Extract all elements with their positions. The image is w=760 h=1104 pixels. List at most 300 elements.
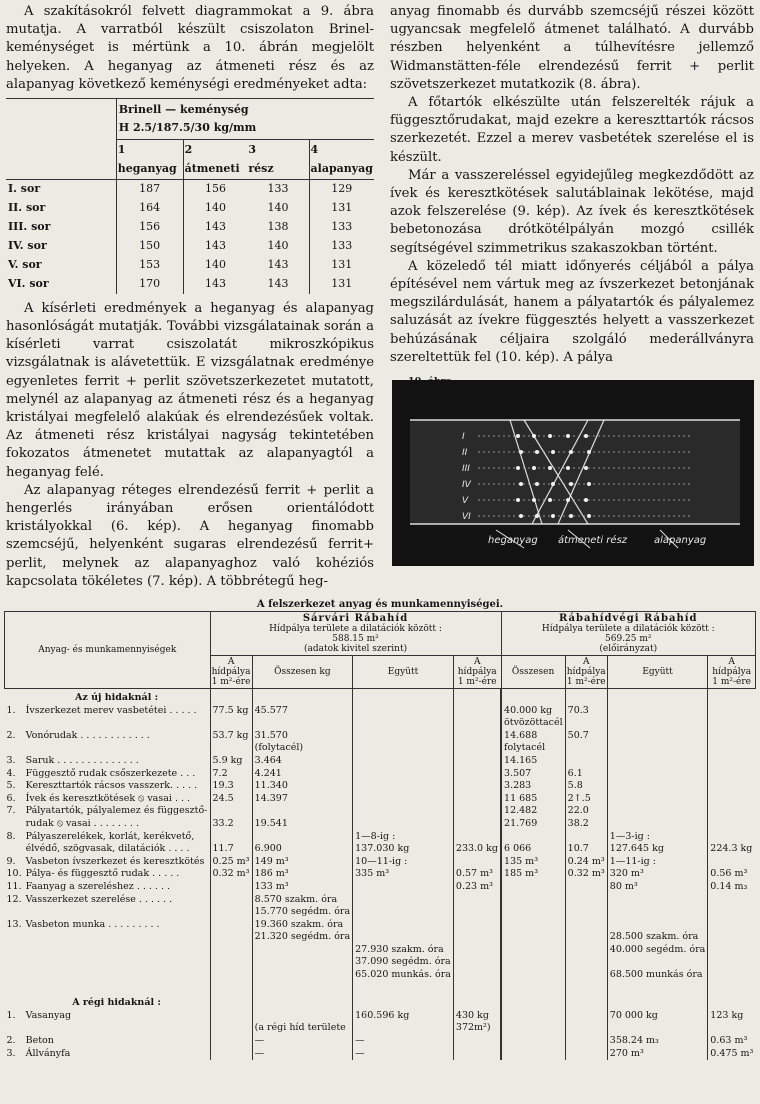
paragraph: A közeledő tél miatt időnyerés céljából a pálya építésével nem vártuk meg az ívszerkezet betonjának megszilárdulását, hanem a pályatartók és pályalemez saluzását az ívekre függesztés helyett a vasszerkezet behúzásának céljaira szolgáló mederállványra szereltettük fel (10. kép). A pálya	[390, 258, 754, 365]
section-heading: A régi hidaknál :	[72, 997, 161, 1009]
table-row	[5, 1048, 756, 1061]
table-cell: 0.63 m³	[708, 1035, 756, 1048]
table-cell	[453, 780, 501, 793]
table-row	[5, 843, 756, 856]
table-cell	[708, 894, 756, 907]
table-cell	[607, 956, 708, 969]
table-cell: 28.500 szakm. óra	[607, 931, 708, 944]
row-label	[24, 931, 210, 944]
row-label: Faanyag a szereléshez . . . . . .	[25, 880, 171, 892]
sarvari-name: Sárvári Rábahíd	[302, 613, 409, 624]
hardness-point	[548, 466, 552, 470]
hardness-point	[587, 514, 591, 518]
hardness-point	[584, 466, 588, 470]
table-cell	[565, 969, 607, 982]
table-cell: (folytacél)	[252, 742, 353, 755]
table-cell	[453, 856, 501, 869]
table-cell: ötvözöttacél	[501, 717, 565, 730]
paragraph: A főtartók elkészülte után felszerelték rájuk a függesztőrudakat, majd ezekre a kereszttartók rácsos szerkezetét. Ezzel a merev vasbetétek szerelése el is készült.	[390, 95, 754, 165]
table-cell: —	[353, 1035, 454, 1048]
table-row	[5, 1035, 756, 1048]
paragraph: A kísérleti eredmények a heganyag és alapanyag hasonlóságát mutatják. További vizsgálatainak során a kísérleti varrat csiszolatát mikroszkópikus vizsgálatnak is alávetettük. E vizsgálatnak eredménye egyenletes ferrit + perlit szövetszerkezetet mutatott, melynél az alapanyag az átmeneti rész és a heganyag kristályai megfelelő alakúak és elrendezésűek voltak. Az átmeneti rész kristályai nagyság tekintetében fokozatos átmenetet mutattak az alapanyagtól a heganyag felé.	[6, 300, 374, 480]
table-cell	[353, 881, 454, 894]
table-row	[5, 730, 756, 743]
row-number: 3.	[6, 754, 16, 766]
table-cell	[708, 742, 756, 755]
row-marker-label: VI	[462, 512, 471, 522]
table-cell	[708, 906, 756, 919]
table-cell	[708, 969, 756, 982]
row-label: Állványfa	[25, 1047, 71, 1059]
rabahidvegi-sub3: (előirányzat)	[599, 644, 658, 654]
subcol-header: A hídpálya 1 m²-ére	[453, 656, 501, 689]
hardness-point	[548, 434, 552, 438]
row-label	[24, 906, 210, 919]
table-cell	[708, 831, 756, 844]
row-label: Vasbeton munka . . . . . . . . .	[25, 918, 160, 930]
table-cell: 123 kg	[708, 1010, 756, 1023]
table-cell: 6.1	[565, 768, 607, 781]
table-cell	[453, 969, 501, 982]
table-cell	[353, 906, 454, 919]
table-cell: 270 m³	[607, 1048, 708, 1061]
col-num: 3	[248, 143, 257, 157]
row-label: IV. sor	[8, 239, 47, 253]
row-marker-label: IV	[462, 480, 471, 490]
table-cell: 27.930 szakm. óra	[353, 944, 454, 957]
row-number	[5, 742, 24, 755]
table-cell: 140	[183, 199, 247, 218]
table-cell	[210, 881, 252, 894]
table-cell: 33.2	[210, 818, 252, 831]
table-cell	[708, 1022, 756, 1035]
row-number	[5, 818, 24, 831]
rabahidvegi-sub1: Hídpálya területe a dilatációk között :	[541, 624, 715, 634]
table-cell: 5.9 kg	[210, 755, 252, 768]
table-cell: 133	[309, 218, 374, 237]
table-cell	[708, 956, 756, 969]
table-cell: 3.507	[501, 768, 565, 781]
row-label: élvédő, szögvasak, dilatációk . . . .	[25, 843, 190, 855]
table-row	[6, 199, 374, 218]
table-cell	[252, 831, 353, 844]
table-cell	[353, 768, 454, 781]
table-cell: 150	[116, 237, 183, 256]
hardness-point	[587, 482, 591, 486]
table-cell: 1—11-ig :	[607, 856, 708, 869]
hardness-point	[532, 498, 536, 502]
table-row	[6, 275, 374, 294]
col-num: 1	[117, 143, 126, 157]
hardness-table	[6, 98, 374, 294]
row-number: 7.	[6, 805, 16, 817]
row-number	[5, 843, 24, 856]
table-cell: 133	[309, 237, 374, 256]
row-label: Vasanyag	[25, 1009, 72, 1021]
row-number: 2.	[6, 1035, 16, 1047]
table-cell: 0.475 m³	[708, 1048, 756, 1061]
table-cell	[607, 705, 708, 718]
label-weld: heganyag	[488, 535, 538, 546]
table-cell: 0.14 m₃	[708, 881, 756, 894]
hardness-point	[519, 450, 523, 454]
table-row	[5, 742, 756, 755]
table-cell	[607, 717, 708, 730]
table-cell	[453, 1035, 501, 1048]
table-cell: —	[353, 1048, 454, 1061]
table-cell	[210, 1010, 252, 1023]
subcol-header: Összesen	[501, 656, 565, 689]
table-cell	[453, 906, 501, 919]
weld-hardness-figure	[392, 380, 754, 566]
table-cell: 0.57 m³	[453, 868, 501, 881]
table-cell	[453, 705, 501, 718]
table-cell: 131	[309, 256, 374, 275]
table-cell: 11.340	[252, 780, 353, 793]
table-row	[5, 881, 756, 894]
table-cell	[353, 755, 454, 768]
table-cell: 143	[183, 275, 247, 294]
row-label: V. sor	[8, 258, 42, 272]
table-cell: 50.7	[565, 730, 607, 743]
row-label: III. sor	[8, 220, 51, 234]
table-cell: 11.7	[210, 843, 252, 856]
table-cell	[565, 944, 607, 957]
table-cell: 2↑.5	[565, 793, 607, 806]
table-cell: 40.000 kg	[501, 705, 565, 718]
table-cell	[501, 1022, 565, 1035]
hardness-point	[532, 434, 536, 438]
table-cell: 156	[183, 179, 247, 199]
table-cell	[501, 1048, 565, 1061]
table-cell	[210, 894, 252, 907]
table-cell: 131	[309, 199, 374, 218]
table-cell: 21.320 segédm. óra	[252, 931, 353, 944]
subcol-header: Összesen kg	[252, 656, 353, 689]
table-cell: 0.25 m³	[210, 856, 252, 869]
table-row	[5, 894, 756, 907]
row-number: 10.	[6, 868, 22, 880]
table-cell	[565, 1035, 607, 1048]
table-cell: 140	[267, 201, 289, 215]
table-cell	[453, 818, 501, 831]
hardness-point	[535, 514, 539, 518]
right-text-column	[390, 3, 754, 395]
table-cell	[607, 755, 708, 768]
row-number: 3.	[6, 1047, 16, 1059]
table-cell: 143	[267, 258, 289, 272]
table-cell: 143	[267, 277, 289, 291]
row-number: 2.	[6, 729, 16, 741]
table-cell: 170	[116, 275, 183, 294]
table-cell: (a régi híd területe	[252, 1022, 353, 1035]
table-cell: 68.500 munkás óra	[607, 969, 708, 982]
subcol-header: Együtt	[353, 656, 454, 689]
row-number	[5, 906, 24, 919]
table-row	[5, 755, 756, 768]
table-cell: 0.56 m³	[708, 868, 756, 881]
row-label-header: Anyag- és munkamennyiségek	[5, 612, 211, 689]
table-cell: 137.030 kg	[353, 843, 454, 856]
left-text-column	[6, 3, 374, 591]
table-cell: 40.000 segédm. óra	[607, 944, 708, 957]
table-cell: 143	[183, 237, 247, 256]
hardness-point	[569, 450, 573, 454]
table-cell	[210, 1048, 252, 1061]
table-cell	[210, 831, 252, 844]
table-cell	[708, 944, 756, 957]
table-cell	[607, 894, 708, 907]
table-row	[6, 256, 374, 275]
row-number: 5.	[6, 780, 16, 792]
row-number: 4.	[6, 767, 16, 779]
table-cell	[708, 931, 756, 944]
hardness-point	[516, 466, 520, 470]
hardness-point	[566, 498, 570, 502]
table-cell: 358.24 m₃	[607, 1035, 708, 1048]
weld-cross-section	[392, 380, 754, 566]
table-row	[5, 1022, 756, 1035]
row-number: 8.	[6, 830, 16, 842]
paragraph: anyag finomabb és durvább szemcséjű részei között ugyancsak megfelelő átmenet található. A durvább részben helyenként a túlhevítésre jellemző Widmanstätten-féle elrendezésű ferrit + perlit szövetszerkezet mutatkozik (8. ábra).	[390, 4, 754, 92]
table-cell: —	[252, 1048, 353, 1061]
table-cell	[210, 717, 252, 730]
table-row	[5, 856, 756, 869]
table-cell: 430 kg	[453, 1010, 501, 1023]
table-row	[5, 931, 756, 944]
subcol-header: Együtt	[607, 656, 708, 689]
table-cell: 7.2	[210, 768, 252, 781]
table-cell	[708, 717, 756, 730]
col-name: alapanyag	[310, 161, 373, 175]
table-cell	[565, 755, 607, 768]
table-cell	[210, 906, 252, 919]
row-label	[24, 956, 210, 969]
table-cell	[501, 944, 565, 957]
row-label: Saruk . . . . . . . . . . . . . .	[25, 754, 139, 766]
hardness-point	[535, 450, 539, 454]
table-row	[5, 919, 756, 932]
table-cell	[210, 1022, 252, 1035]
table-row	[5, 780, 756, 793]
hardness-header-title: Brinell — keménység	[118, 103, 249, 117]
row-number	[5, 956, 24, 969]
table-cell	[453, 944, 501, 957]
table-cell: 1—8-ig :	[353, 831, 454, 844]
table-cell	[501, 1010, 565, 1023]
table-cell	[501, 956, 565, 969]
row-number: 9.	[6, 855, 16, 867]
table-cell	[607, 730, 708, 743]
table-cell: 140	[267, 239, 289, 253]
row-label	[24, 944, 210, 957]
table-cell	[453, 1048, 501, 1061]
table-cell	[353, 717, 454, 730]
table-cell: 3.464	[252, 755, 353, 768]
table-cell: 0.23 m³	[453, 881, 501, 894]
hardness-header-sub: H 2.5/187.5/30 kg/mm	[118, 121, 257, 135]
row-label	[24, 742, 210, 755]
table-cell: 129	[309, 179, 374, 199]
table-cell: 0.32 m³	[565, 868, 607, 881]
hardness-point	[584, 434, 588, 438]
hardness-point	[584, 498, 588, 502]
table-cell	[501, 906, 565, 919]
quantities-body	[5, 689, 756, 1061]
row-number: 1.	[6, 704, 16, 716]
table-row	[6, 179, 374, 199]
row-label: Vasbeton ívszerkezet és keresztkötés	[25, 855, 205, 867]
row-label: Ívszerkezet merev vasbetétei . . . . .	[25, 704, 197, 716]
table-cell	[210, 1035, 252, 1048]
row-number	[5, 969, 24, 982]
table-cell: 6 066	[501, 843, 565, 856]
table-cell: 164	[116, 199, 183, 218]
table-cell: 53.7 kg	[210, 730, 252, 743]
table-cell	[210, 969, 252, 982]
table-cell	[210, 956, 252, 969]
row-number: 6.	[6, 792, 16, 804]
label-base: alapanyag	[654, 535, 707, 546]
table-cell	[353, 894, 454, 907]
row-label: Vasszerkezet szerelése . . . . . .	[25, 893, 173, 905]
table-row	[5, 969, 756, 982]
table-cell: folytacél	[501, 742, 565, 755]
col-name: átmeneti	[184, 161, 240, 175]
table-cell: 127.645 kg	[607, 843, 708, 856]
row-marker-label: I	[462, 432, 465, 442]
row-label: Pályaszerelékek, korlát, kerékvető,	[25, 830, 195, 842]
table-cell: 149 m³	[252, 856, 353, 869]
table-cell	[565, 881, 607, 894]
paragraph: Már a vasszereléssel egyidejűleg megkezdődött az ívek és keresztkötések salutáblainak lekötése, majd azok felszerelése (9. kép). Az ívek és keresztkötések bebetonozása drótkötélpályán mozgó csillék segítségével szimmetrikus szakaszokban történt.	[390, 167, 754, 256]
subcol-header: A hídpálya 1 m²-ére	[566, 657, 606, 687]
row-number	[5, 1022, 24, 1035]
hardness-point	[566, 466, 570, 470]
table-cell	[252, 956, 353, 969]
table-cell: 320 m³	[607, 868, 708, 881]
table-row	[5, 705, 756, 718]
table-cell: 19.541	[252, 818, 353, 831]
table-cell	[501, 831, 565, 844]
table-cell	[607, 793, 708, 806]
table-cell: 37.090 segédm. óra	[353, 956, 454, 969]
table-cell: 10—11-ig :	[353, 856, 454, 869]
table-cell	[708, 768, 756, 781]
table-cell	[565, 717, 607, 730]
table-cell	[210, 742, 252, 755]
table-cell	[607, 805, 708, 818]
table-cell: 0.24 m³	[565, 856, 607, 869]
table-cell	[607, 1022, 708, 1035]
row-label: VI. sor	[8, 277, 49, 291]
table-cell: 187	[116, 179, 183, 199]
table-row	[5, 793, 756, 806]
table-row	[5, 956, 756, 969]
row-label: I. sor	[8, 182, 41, 196]
row-number	[5, 944, 24, 957]
table-cell: 12.482	[501, 805, 565, 818]
row-label: Kereszttartók rácsos vasszerk. . . . .	[25, 780, 198, 792]
row-number	[5, 931, 24, 944]
table-cell: 131	[309, 275, 374, 294]
table-cell	[708, 856, 756, 869]
table-cell	[708, 818, 756, 831]
table-cell: 153	[116, 256, 183, 275]
hardness-point	[535, 482, 539, 486]
table-cell	[210, 931, 252, 944]
table-cell: 19.3	[210, 780, 252, 793]
table-cell	[607, 919, 708, 932]
table-cell	[453, 717, 501, 730]
table-cell: 24.5	[210, 793, 252, 806]
table-cell	[353, 793, 454, 806]
table-cell	[501, 894, 565, 907]
row-label: rudak ⦸ vasai . . . . . . . .	[25, 817, 139, 829]
section-row	[5, 994, 756, 1010]
col-num: 2	[184, 143, 193, 157]
table-row	[5, 868, 756, 881]
table-cell: 140	[183, 256, 247, 275]
sarvari-sub2: 588.15 m²	[332, 634, 379, 644]
table-cell	[607, 742, 708, 755]
row-marker-label: V	[462, 496, 469, 506]
table-cell: 45.577	[252, 705, 353, 718]
table-cell: 3.283	[501, 780, 565, 793]
col-name: heganyag	[117, 161, 177, 175]
subcol-header: A hídpálya 1 m²-ére	[211, 657, 251, 687]
table-cell	[453, 793, 501, 806]
table-cell	[565, 1048, 607, 1061]
table-cell	[565, 931, 607, 944]
table-cell	[565, 894, 607, 907]
table-cell	[708, 919, 756, 932]
table-cell: 224.3 kg	[708, 843, 756, 856]
table-cell: 15.770 segédm. óra	[252, 906, 353, 919]
hardness-point	[516, 498, 520, 502]
row-label	[24, 717, 210, 730]
section-heading: Az új hidaknál :	[75, 692, 159, 703]
table-cell	[708, 730, 756, 743]
table-cell	[453, 755, 501, 768]
table-cell: 6.900	[252, 843, 353, 856]
table-row	[5, 717, 756, 730]
table-cell: 11 685	[501, 793, 565, 806]
table-cell	[453, 894, 501, 907]
hardness-point	[548, 498, 552, 502]
table-cell	[607, 780, 708, 793]
row-label	[24, 969, 210, 982]
table-cell: 22.0	[565, 805, 607, 818]
table-cell: 372m²)	[453, 1022, 501, 1035]
table-cell: 80 m³	[607, 881, 708, 894]
row-label: Vonórudak . . . . . . . . . . . .	[25, 729, 150, 741]
table-cell	[353, 730, 454, 743]
col-name: rész	[248, 161, 274, 175]
table-row	[5, 906, 756, 919]
table-row	[5, 768, 756, 781]
table-cell: 186 m³	[252, 868, 353, 881]
row-label: II. sor	[8, 201, 46, 215]
hardness-point	[569, 482, 573, 486]
table-row	[5, 805, 756, 818]
hardness-point	[551, 482, 555, 486]
table-cell	[353, 705, 454, 718]
hardness-body	[6, 179, 374, 294]
table-cell: 21.769	[501, 818, 565, 831]
table-cell: 143	[183, 218, 247, 237]
table-cell	[252, 969, 353, 982]
